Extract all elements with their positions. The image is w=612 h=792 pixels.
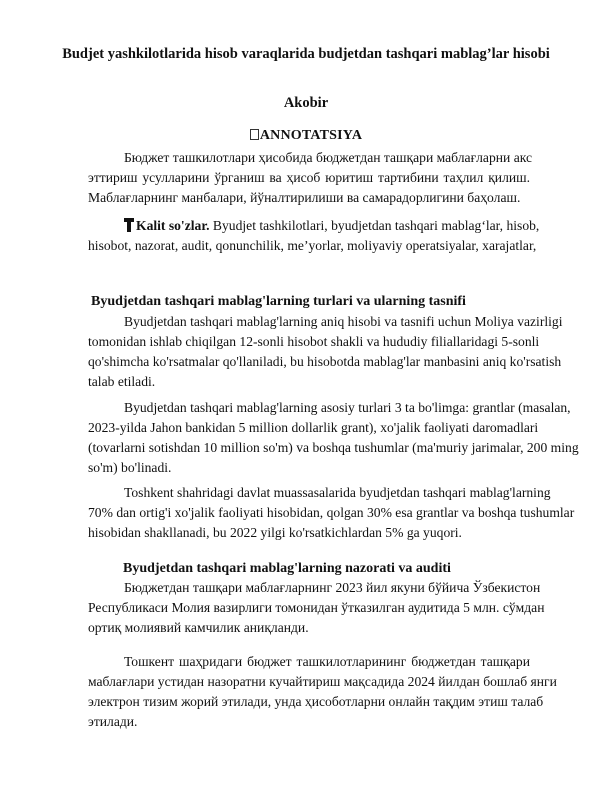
paragraph-line: Республикаси Молия вазирлиги томонидан ўтказилган аудитида 5 млн. сўмдан bbox=[88, 600, 545, 615]
paragraph-line: (tovarlarni sotishdan 10 million so'm) va boshqa tushumlar (ma'muriy jarimalar, 200 ming bbox=[88, 440, 579, 455]
keywords-line: hisobot, nazorat, audit, qonunchilik, me’yorlar, moliyaviy operatsiyalar, xarajatlar, bbox=[88, 238, 537, 253]
paragraph-line: ортиқ молиявий камчилик аниқланди. bbox=[88, 620, 309, 635]
paragraph-line: Тошкент шаҳридаги бюджет ташкилотларининг бюджетдан ташқари bbox=[124, 654, 530, 669]
paragraph-line: Toshkent shahridagi davlat muassasalarida byudjetdan tashqari mablag'larning bbox=[124, 485, 551, 500]
paragraph-line: 70% dan ortig'i xo'jalik faoliyati hisobidan, qolgan 30% esa grantlar va boshqa tushumlar bbox=[88, 505, 575, 520]
section1-paragraph-1 bbox=[88, 312, 563, 392]
missing-glyph-box-icon bbox=[250, 129, 259, 140]
paragraph-line: tomonidan ishlab chiqilgan 12-sonli hisobot shakli va hududiy filiallaridagi 5-sonli bbox=[88, 334, 540, 349]
paragraph-line: 2023-yilda Jahon bankidan 5 million dollarlik grant), xo'jalik faoliyati daromadlari bbox=[88, 420, 539, 435]
keywords-paragraph bbox=[88, 216, 540, 256]
section-heading: Byudjetdan tashqari mablag'larning nazorati va auditi bbox=[123, 561, 451, 576]
paragraph-line: Byudjetdan tashqari mablag'larning aniq hisobi va tasnifi uchun Moliya vazirligi bbox=[124, 314, 563, 329]
section2-paragraph-1 bbox=[88, 578, 545, 638]
annotation-line: Маблағларнинг манбалари, йўналтирилиши ва самарадорлигини баҳолаш. bbox=[88, 190, 521, 205]
paragraph-line: so'm) bo'linadi. bbox=[88, 460, 172, 475]
annotation-heading-text: ANNOTATSIYA bbox=[259, 128, 363, 143]
paragraph-line: Byudjetdan tashqari mablag'larning asosiy turlari 3 ta bo'limga: grantlar (masalan, bbox=[124, 400, 571, 415]
pin-bullet-icon bbox=[124, 218, 134, 232]
paragraph-line: электрон тизим жорий этилади, унда ҳисоботларни онлайн тақдим этиш талаб bbox=[88, 694, 544, 709]
keywords-line bbox=[88, 216, 540, 236]
annotation-line: Бюджет ташкилотлари ҳисобида бюджетдан ташқари маблағларни акс bbox=[124, 150, 533, 165]
annotation-line: эттириш усулларини ўрганиш ва ҳисоб юритиш тартибини таҳлил қилиш. bbox=[88, 170, 530, 185]
section1-paragraph-2 bbox=[88, 398, 579, 478]
section-heading: Byudjetdan tashqari mablag'larning turlari va ularning tasnifi bbox=[91, 294, 466, 309]
keywords-label: Kalit so'zlar. bbox=[136, 218, 210, 233]
paragraph-line: hisobidan shakllanadi, bu 2022 yilgi ko'rsatkichlardan 5% ga yuqori. bbox=[88, 525, 462, 540]
paragraph-line: этилади. bbox=[88, 714, 138, 729]
annotation-heading bbox=[0, 128, 612, 144]
paragraph-line: Бюджетдан ташқари маблағларнинг 2023 йил якуни бўйича Ўзбекистон bbox=[124, 580, 541, 595]
annotation-paragraph bbox=[88, 148, 533, 208]
paragraph-line: qo'shimcha ko'rsatmalar qo'llaniladi, bu hisobotda mablag'lar manbasini aniq ko'rsatish bbox=[88, 354, 562, 369]
paper-title: Budjet yashkilotlarida hisob varaqlarida budjetdan tashqari mablag’lar hisobi bbox=[62, 46, 550, 62]
paragraph-line: talab etiladi. bbox=[88, 374, 156, 389]
author-name: Akobir bbox=[283, 95, 329, 111]
section2-paragraph-2 bbox=[88, 652, 557, 732]
section1-paragraph-3 bbox=[88, 483, 575, 543]
keywords-text: Byudjet tashkilotlari, byudjetdan tashqari mablag‘lar, hisob, bbox=[212, 218, 540, 233]
paragraph-line: маблағлари устидан назоратни кучайтириш мақсадида 2024 йилдан бошлаб янги bbox=[88, 674, 557, 689]
